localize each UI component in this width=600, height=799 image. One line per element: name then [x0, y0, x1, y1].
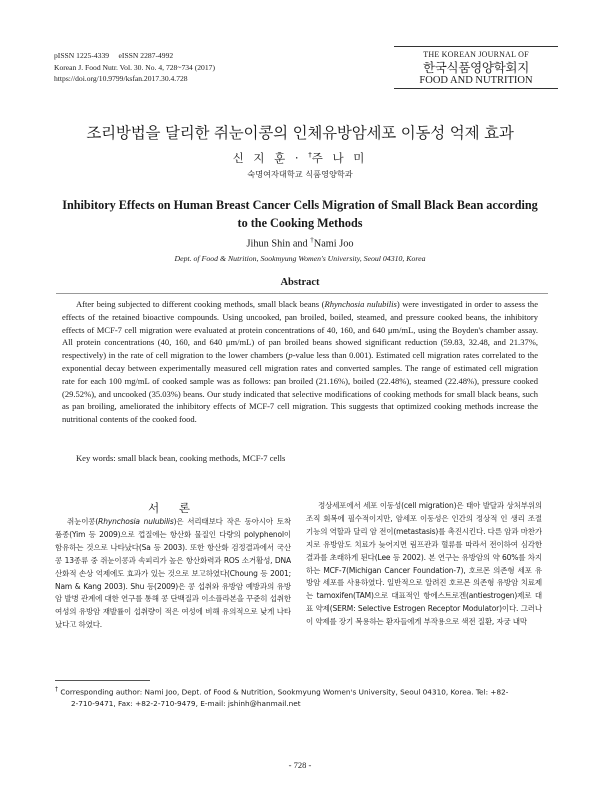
corresponding-footnote — [55, 684, 552, 710]
journal-name-en-bottom: FOOD AND NUTRITION — [419, 75, 533, 86]
keywords: Key words: small black bean, cooking methods, MCF-7 cells — [76, 453, 286, 463]
english-affiliation: Dept. of Food & Nutrition, Sookmyung Women's University, Seoul 04310, Korea — [174, 254, 426, 263]
abstract-text — [62, 298, 538, 426]
citation-line: Korean J. Food Nutr. Vol. 30. No. 4, 728~734 (2017) — [54, 62, 215, 72]
abstract-part-1: After being subjected to different cooking methods, small black beans ( — [76, 299, 325, 309]
doi-link[interactable]: https://doi.org/10.9799/ksfan.2017.30.4.728 — [54, 74, 188, 83]
abstract-heading: Abstract — [280, 277, 320, 288]
intro-species: Rhynchosia nulubilis — [98, 517, 174, 526]
korean-title: 조리방법을 달리한 쥐눈이콩의 인체유방암세포 이동성 억제 효과 — [86, 124, 514, 142]
intro-left-a: 쥐눈이콩( — [67, 517, 99, 526]
journal-logo — [394, 46, 558, 89]
english-title: Inhibitory Effects on Human Breast Cancer Cells Migration of Small Black Bean according to the Cooking Methods — [62, 198, 538, 230]
introduction-heading: 서 론 — [148, 501, 198, 515]
english-authors — [0, 236, 600, 249]
journal-info — [54, 50, 215, 85]
intro-right-column: 정상세포에서 세포 이동성(cell migration)은 태아 발달과 상처부위의 조직 회복에 필수적이지만, 암세포 이동성은 인간의 정상적 인 생리 조절 기능의 역할과 달리 암 전이(metastasis)를 촉진시킨다. 다른 암과 마찬가지로 유방암도 치료가 늦어지면 림프관과 혈류를 따라서 전이하여 심각한 결과를 초래하게 된다(Lee 등 2002). 본 연구는 유방암의 약 60%를 차지하는 MCF-7(Michigan Cancer Foundation-7), 호르몬 의존형 세포 유방암 세포를 사용하였다. 일반적으로 알려진 호르몬 의존형 유방암 치료제는 tamoxifen(TAM)으로 대표적인 항에스트로겐(antiestrogen)제로 대표 약제(SERM: Selective Estrogen Receptor Modulator)이다. 그러나 이 약제를 장기 복용하는 환자들에게 부작용으로 색전 질환, 자궁 내막 — [306, 501, 542, 627]
corresponding-mark: † — [308, 151, 312, 160]
page-number: - 728 - — [288, 760, 312, 770]
footnote-dagger: † — [55, 686, 58, 693]
intro-left-column — [55, 516, 291, 632]
footnote-line-1: Corresponding author: Nami Joo, Dept. of Food & Nutrition, Sookmyung Women's University, Seoul 04310, Korea. Tel: +82- — [58, 687, 509, 697]
corresponding-mark-en: † — [310, 236, 314, 244]
abstract-part-3: -value less than 0.001). Estimated cell migration rates correlated to the exponential decay between experimentally measured cell migration rates and converted samples. The range of estimated cell migration rate for each 100 mg/mL of cooked sample was as follows: pan broiled (21.16%), boiled (22.48%), steamed (22.48%), pressure cooked (29.52%), and uncooked (35.03%) beans. Our study indicated that selective modifications of cooking methods for small black beans, such as pan broiling, ameliorated the inhibitory effects of MCF-7 cell migration. This suggests that optimized cooking methods increase the nutritional contents of the cooked food. — [62, 350, 538, 425]
abstract-part-2: ) were investigated in order to assess the effects of the retained bioactive compounds. Using uncooked, pan broiled, boiled, steamed, and pressure cooked beans, the inhibitory effects of MCF-7 cell migration were evaluated at protein concentrations of 40, 160, and 640 μm/mL, using the Boyden's chamber assay. All protein concentrations (40, 160, and 640 μm/mL) of pan broiled beans showed significant reduction (59.83, 32.48, and 21.37%, respectively) in the rate of cell migration to the lower chambers ( — [62, 299, 538, 361]
korean-author-2: 주 나 미 — [311, 151, 368, 165]
abstract-species: Rhynchosia nulubilis — [324, 299, 397, 309]
abstract-pvalue: p — [288, 350, 293, 361]
issn-line: pISSN 1225-4339 eISSN 2287-4992 — [54, 51, 174, 60]
footnote-divider — [55, 680, 150, 681]
english-author-1: Jihun Shin and — [246, 238, 311, 250]
korean-affiliation: 숙명여자대학교 식품영양학과 — [247, 169, 353, 179]
english-author-2: Nami Joo — [313, 238, 354, 250]
journal-name-en-top: THE KOREAN JOURNAL OF — [423, 50, 529, 59]
abstract-divider — [56, 293, 548, 294]
korean-authors — [0, 150, 600, 166]
journal-name-ko: 한국식품영양학회지 — [423, 60, 529, 75]
footnote-line-2: 2-710-9471, Fax: +82-2-710-9479, E-mail: jshinh@hanmail.net — [71, 699, 301, 709]
korean-author-1: 신 지 훈 · — [232, 151, 309, 165]
intro-left-b: )은 서리태보다 작은 동아시아 토착 품종(Yim 등 2009)으로 껍질에는 항산화 물질인 다량의 polyphenol이 함유하는 것으로 나타났다(Sa 등 2003). 또한 항산화 검정결과에서 국산 콩 13종류 중 쥐눈이콩과 속피리가 높은 항산화력과 ROS 소거활성, DNA 산화적 손상 억제에도 효과가 있는 것으로 보고하였다(Choung 등 2001; Nam & Kang 2003). Shu 등(2009)은 콩 섭취와 유방암 예방과의 유방암 발병 관계에 대한 연구를 통해 콩 단백질과 이소플라본을 꾸준히 섭취한 여성의 유방암 재발률이 섭취량이 적은 여성에 비해 유의적으로 낮게 나타났다고 하였다. — [55, 517, 292, 630]
